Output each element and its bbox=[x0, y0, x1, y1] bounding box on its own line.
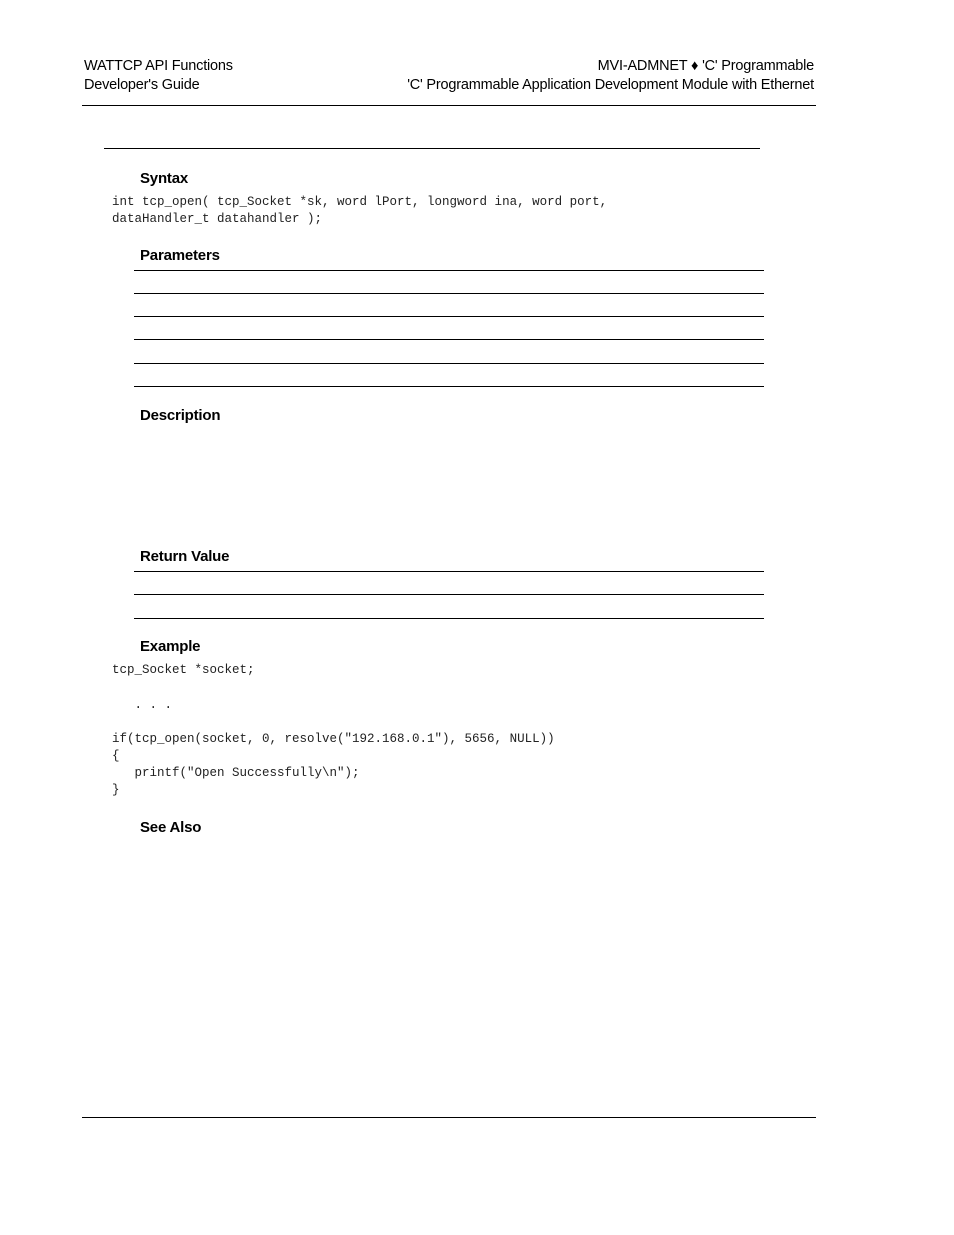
example-code-line: if(tcp_open(socket, 0, resolve("192.168.0.1"), 5656, NULL)) bbox=[112, 732, 555, 746]
header-left bbox=[84, 57, 233, 95]
example-code-line: } bbox=[112, 783, 120, 797]
example-heading: Example bbox=[140, 638, 201, 655]
parameters-table-rule bbox=[134, 339, 764, 340]
function-title-divider bbox=[104, 148, 760, 149]
header-guide-title: Developer's Guide bbox=[84, 77, 200, 93]
syntax-code-line-1: int tcp_open( tcp_Socket *sk, word lPort, longword ina, word port, bbox=[112, 195, 608, 209]
syntax-heading: Syntax bbox=[140, 170, 188, 187]
return-value-heading: Return Value bbox=[140, 548, 230, 565]
syntax-code-line-2: dataHandler_t datahandler ); bbox=[112, 212, 323, 226]
parameters-table-rule bbox=[134, 270, 764, 271]
return-value-table-rule bbox=[134, 571, 764, 572]
return-value-table-rule bbox=[134, 618, 764, 619]
example-code-line: { bbox=[112, 749, 120, 763]
parameters-table-rule bbox=[134, 386, 764, 387]
header-right bbox=[407, 57, 814, 95]
example-code-line: tcp_Socket *socket; bbox=[112, 663, 255, 677]
header-doc-section: WATTCP API Functions bbox=[84, 58, 233, 74]
return-value-table-rule bbox=[134, 594, 764, 595]
header-divider bbox=[82, 105, 816, 106]
footer-divider bbox=[82, 1117, 816, 1118]
parameters-table-rule bbox=[134, 316, 764, 317]
example-code-line: . . . bbox=[112, 698, 173, 712]
parameters-table-rule bbox=[134, 293, 764, 294]
parameters-table-rule bbox=[134, 363, 764, 364]
parameters-heading: Parameters bbox=[140, 247, 220, 264]
see-also-heading: See Also bbox=[140, 819, 202, 836]
example-code-line: printf("Open Successfully\n"); bbox=[112, 766, 360, 780]
header-product-name: MVI-ADMNET ♦ 'C' Programmable bbox=[597, 58, 814, 74]
header-product-description: 'C' Programmable Application Development Module with Ethernet bbox=[407, 77, 814, 93]
description-heading: Description bbox=[140, 407, 221, 424]
